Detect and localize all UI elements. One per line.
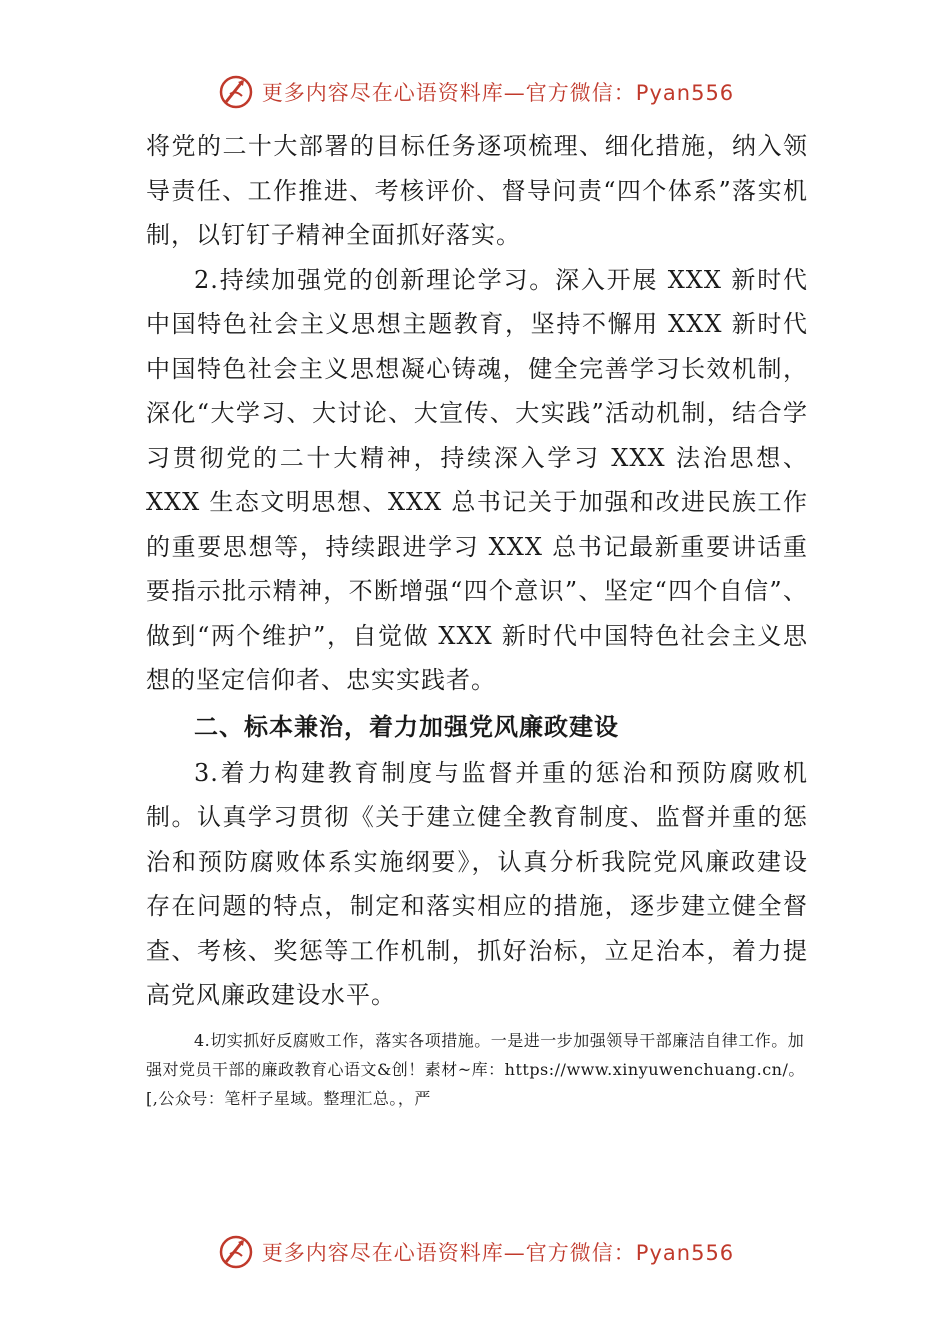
document-body (146, 124, 808, 1113)
banner-text: 更多内容尽在心语资料库—官方微信：Pyan556 (261, 1241, 735, 1265)
header-banner (0, 70, 950, 114)
paragraph-item-2: 2.持续加强党的创新理论学习。深入开展 XXX 新时代中国特色社会主义思想主题教育，坚持不懈用 XXX 新时代中国特色社会主义思想凝心铸魂，健全完善学习长效机制，深化“大学习、大讨论、大宣传、大实践”活动机制，结合学习贯彻党的二十大精神，持续深入学习 XXX 法治思想、XXX 生态文明思想、XXX 总书记关于加强和改进民族工作的重要思想等，持续跟进学习 XXX 总书记最新重要讲话重要指示批示精神，不断增强“四个意识”、坚定“四个自信”、做到“两个维护”，自觉做 XXX 新时代中国特色社会主义思想的坚定信仰者、忠实实践者。 (146, 265, 808, 694)
brand-logo-icon (216, 72, 256, 112)
paragraph-item-4: 4.切实抓好反腐败工作，落实各项措施。一是进一步加强领导干部廉洁自律工作。加强对党员干部的廉政教育心语文&创！素材~库：https://www.xinyuwenchuang.cn/。[,公众号：笔杆子星域。整理汇总。，严 (146, 1030, 805, 1108)
brand-logo-icon (216, 1232, 256, 1272)
banner-text: 更多内容尽在心语资料库—官方微信：Pyan556 (261, 81, 735, 105)
footer-banner (0, 1230, 950, 1274)
paragraph-item-3: 3.着力构建教育制度与监督并重的惩治和预防腐败机制。认真学习贯彻《关于建立健全教育制度、监督并重的惩治和预防腐败体系实施纲要》，认真分析我院党风廉政建设存在问题的特点，制定和落实相应的措施，逐步建立健全督查、考核、奖惩等工作机制，抓好治标，立足治本，着力提高党风廉政建设水平。 (146, 758, 808, 1009)
paragraph-continued: 将党的二十大部署的目标任务逐项梳理、细化措施，纳入领导责任、工作推进、考核评价、督导问责“四个体系”落实机制，以钉钉子精神全面抓好落实。 (146, 132, 808, 249)
section-heading-2: 二、标本兼治，着力加强党风廉政建设 (194, 711, 619, 741)
